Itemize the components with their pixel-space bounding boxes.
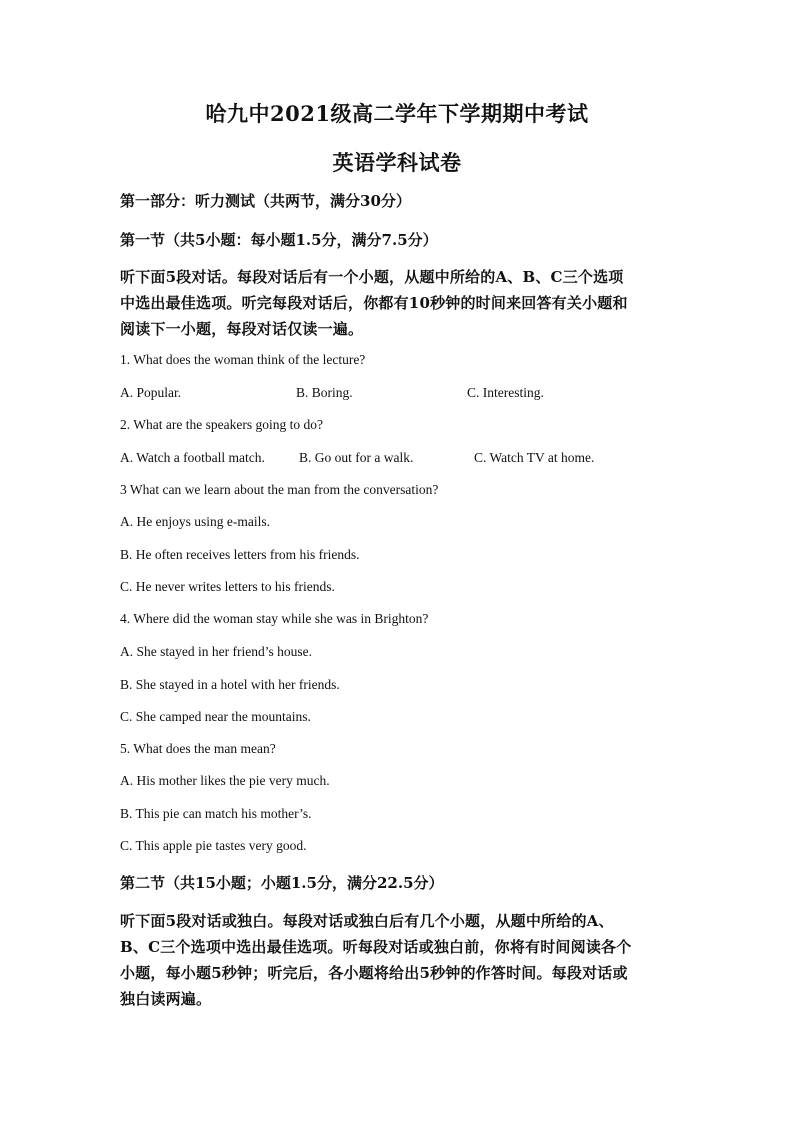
option-a: A. His mother likes the pie very much. <box>120 773 330 788</box>
option-c: C. Interesting. <box>467 385 544 400</box>
option-a: A. Watch a football match. <box>120 450 265 465</box>
option-c: C. She camped near the mountains. <box>120 709 311 724</box>
exam-subtitle: 英语学科试卷 <box>332 150 462 175</box>
instruction-line: 小题，每小题5秒钟；听完后，各小题将给出5秒钟的作答时间。每段对话或 <box>120 964 628 982</box>
section1-instructions <box>120 264 680 342</box>
instruction-line: 中选出最佳选项。听完每段对话后，你都有10秒钟的时间来回答有关小题和 <box>120 294 628 312</box>
option-a: A. She stayed in her friend’s house. <box>120 644 312 659</box>
part1-heading: 第一部分：听力测试（共两节，满分30分） <box>120 192 411 210</box>
question-stem: 2. What are the speakers going to do? <box>120 417 323 432</box>
option-b: B. This pie can match his mother’s. <box>120 806 312 821</box>
question-stem: 1. What does the woman think of the lecture? <box>120 352 366 367</box>
option-b: B. She stayed in a hotel with her friends. <box>120 677 340 692</box>
option-b: B. Go out for a walk. <box>299 450 414 465</box>
exam-title: 哈九中2021级高二学年下学期期中考试 <box>205 101 589 126</box>
option-c: C. This apple pie tastes very good. <box>120 838 307 853</box>
question-stem: 3 What can we learn about the man from the conversation? <box>120 482 439 497</box>
option-c: C. Watch TV at home. <box>474 450 595 465</box>
option-b: B. Boring. <box>296 385 353 400</box>
instruction-line: 独白读两遍。 <box>120 990 212 1008</box>
option-c: C. He never writes letters to his friends. <box>120 579 335 594</box>
question-stem: 4. Where did the woman stay while she was in Brighton? <box>120 611 429 626</box>
option-b: B. He often receives letters from his friends. <box>120 547 360 562</box>
section2-heading: 第二节（共15小题；小题1.5分，满分22.5分） <box>120 874 444 892</box>
instruction-line: 阅读下一小题，每段对话仅读一遍。 <box>120 320 364 338</box>
section2-instructions <box>120 908 680 1012</box>
section1-heading: 第一节（共5小题：每小题1.5分，满分7.5分） <box>120 231 438 249</box>
instruction-line: B、C三个选项中选出最佳选项。听每段对话或独白前，你将有时间阅读各个 <box>120 938 632 956</box>
question-stem: 5. What does the man mean? <box>120 741 276 756</box>
instruction-line: 听下面5段对话。每段对话后有一个小题，从题中所给的A、B、C三个选项 <box>120 268 624 286</box>
instruction-line: 听下面5段对话或独白。每段对话或独白后有几个小题，从题中所给的A、 <box>120 912 614 930</box>
option-a: A. He enjoys using e-mails. <box>120 514 270 529</box>
option-a: A. Popular. <box>120 385 182 400</box>
